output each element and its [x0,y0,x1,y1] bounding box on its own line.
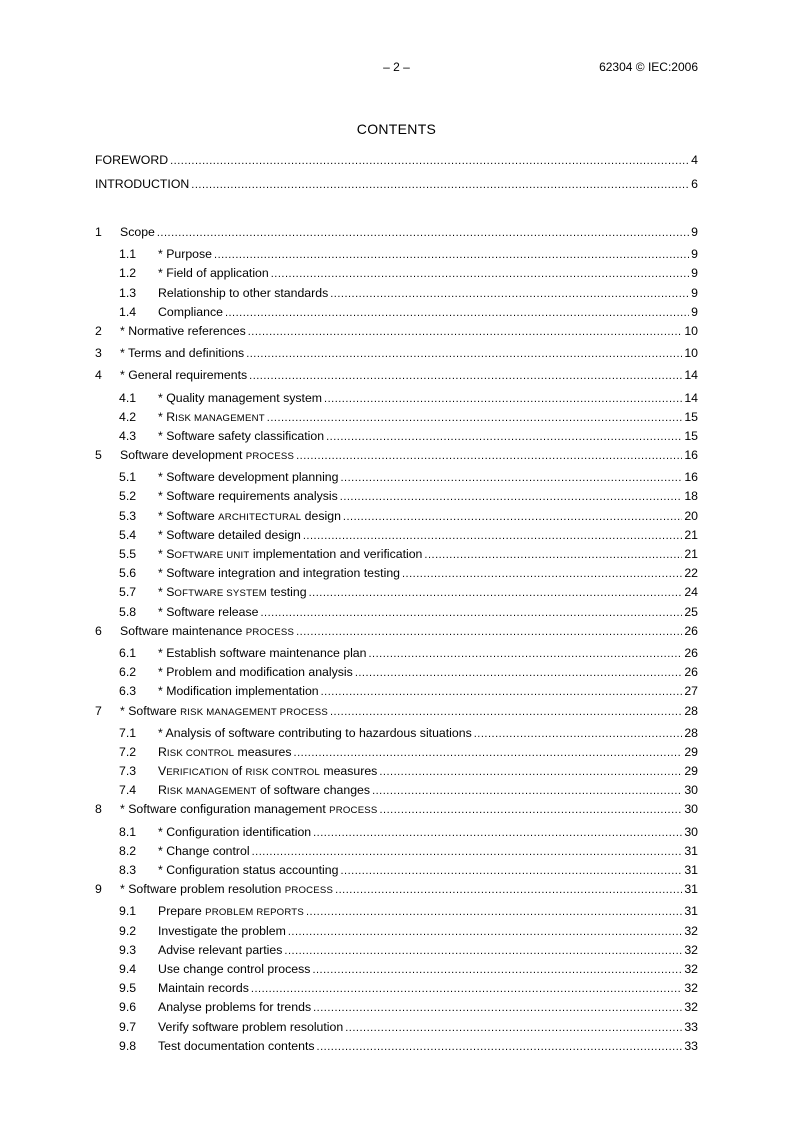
dot-leader [340,487,683,506]
toc-entry-page: 33 [684,1019,698,1034]
toc-entry-label: * SOFTWARE SYSTEM testing [158,585,307,600]
toc-entry-number: 4.3 [119,428,137,443]
toc-entry-page: 21 [684,527,698,542]
toc-entry-page: 29 [684,764,698,779]
toc-entry-page: 21 [684,547,698,561]
toc-entry-number: 2 [95,323,102,338]
toc-entry-page: 9 [691,304,698,319]
toc-subclause-entry[interactable] [95,781,698,800]
dot-leader [248,322,683,342]
toc-entry-page: 31 [684,863,698,877]
toc-clause-entry[interactable] [95,366,698,388]
toc-entry-label: * Field of application [158,266,269,281]
toc-entry-page: 28 [684,725,698,740]
toc-entry-label: * Software RISK MANAGEMENT PROCESS [120,703,328,718]
toc-entry-label: * Software problem resolution PROCESS [120,882,334,897]
toc-entry-label: FOREWORD [95,153,169,167]
toc-entry-label: * SOFTWARE UNIT implementation and verification [158,547,423,561]
toc-entry-label: * Quality management system [158,390,323,405]
toc-entry-page: 26 [684,623,698,638]
toc-entry-number: 1.4 [119,304,137,319]
toc-entry-number: 9 [95,882,102,897]
toc-subclause-entry[interactable] [95,861,698,880]
toc-entry-label: * Analysis of software contributing to hazardous situations [158,725,472,740]
toc-entry-page: 32 [684,981,698,996]
toc-subclause-entry[interactable] [95,526,698,545]
toc-entry-number: 5.7 [119,585,137,600]
toc-entry-label: Compliance [158,304,223,319]
toc-entry-number: 7.1 [119,725,137,740]
toc-subclause-entry[interactable] [95,583,698,602]
dot-leader [303,526,682,545]
toc-entry-label: Verify software problem resolution [158,1019,344,1034]
toc-entry-number: 7.4 [119,783,137,798]
toc-subclause-entry[interactable] [95,564,698,583]
toc-entry-label: * Software detailed design [158,527,301,542]
toc-entry-page: 15 [684,409,698,424]
toc-subclause-entry[interactable] [95,663,698,682]
toc-subclause-entry[interactable] [95,823,698,842]
toc-entry-number: 5.3 [119,508,137,523]
toc-entry-number: 9.3 [119,942,137,957]
dot-leader [246,344,682,364]
toc-entry-page: 22 [684,566,698,581]
toc-entry-page: 15 [684,428,698,443]
toc-entry-page: 18 [684,489,698,504]
toc-entry-number: 5.2 [119,489,137,504]
toc-entry-label: * Software ARCHITECTURAL design [158,508,341,523]
toc-entry-number: 7.2 [119,744,137,759]
toc-entry-number: 5.8 [119,604,137,619]
toc-entry-number: 5.1 [119,470,137,485]
toc-entry-page: 10 [684,346,698,361]
toc-entry-label: Use change control process [158,961,311,976]
toc-subclause-entry[interactable] [95,762,698,781]
dot-leader [330,702,682,722]
toc-entry-label: * Software integration and integration testing [158,566,400,581]
toc-entry-page: 30 [684,783,698,798]
dot-leader [306,902,682,921]
toc-subclause-entry[interactable] [95,284,698,303]
toc-entry-number: 6 [95,623,102,638]
toc-entry-label: Maintain records [158,981,249,996]
dot-leader [355,663,683,682]
dot-leader [249,366,682,386]
toc-clause-entry[interactable] [95,880,698,902]
toc-entry-label: * Establish software maintenance plan [158,645,367,660]
toc-entry-number: 5 [95,448,102,463]
dot-leader [225,303,689,322]
toc-entry-number: 1.1 [119,247,137,262]
dot-leader [424,545,682,564]
dot-leader [288,922,682,941]
dot-leader [312,960,682,979]
toc-entry-number: 5.6 [119,566,137,581]
toc-entry-page: 9 [691,266,698,281]
toc-entry-label: Investigate the problem [158,923,286,938]
dot-leader [402,564,682,583]
dot-leader [380,800,683,820]
toc-subclause-entry[interactable] [95,603,698,622]
dot-leader [214,245,689,264]
toc-entry-label: * Change control [158,843,250,858]
page-number: – 2 – [383,60,410,74]
toc-subclause-entry[interactable] [95,979,698,998]
toc-clause-entry[interactable] [95,800,698,822]
dot-leader [330,284,689,303]
toc-subclause-entry[interactable] [95,842,698,861]
toc-subclause-entry[interactable] [95,743,698,762]
toc-subclause-entry[interactable] [95,960,698,979]
dot-leader [313,823,682,842]
toc-entry-page: 10 [684,323,698,338]
dot-leader [267,408,683,427]
dot-leader [313,998,682,1017]
toc-entry-page: 14 [684,390,698,405]
toc-entry-label: * Problem and modification analysis [158,665,353,680]
toc-entry-label: * Terms and definitions [120,346,245,361]
toc-entry-page: 32 [684,1000,698,1015]
dot-leader [345,1018,682,1037]
toc-subclause-entry[interactable] [95,507,698,526]
toc-entry-number: 4 [95,368,102,383]
toc-clause-entry[interactable] [95,702,698,724]
toc-entry-number: 4.1 [119,390,137,405]
toc-entry-page: 20 [684,508,698,523]
toc-entry-page: 30 [684,802,698,817]
dot-leader [252,842,683,861]
dot-leader [260,603,682,622]
toc-entry-number: 8.1 [119,824,137,839]
toc-subclause-entry[interactable] [95,389,698,408]
toc-entry-page: 31 [684,882,698,897]
toc-entry-page: 33 [684,1038,698,1053]
toc-subclause-entry[interactable] [95,487,698,506]
toc-entry-page: 32 [684,942,698,957]
toc-subclause-entry[interactable] [95,468,698,487]
toc-subclause-entry[interactable] [95,998,698,1017]
toc-clause-entry[interactable] [95,223,698,245]
dot-leader [340,468,682,487]
toc-entry-number: 7.3 [119,764,137,779]
toc-subclause-entry[interactable] [95,1037,698,1056]
toc-entry-label: Prepare PROBLEM REPORTS [158,904,304,919]
dot-leader [321,682,683,701]
toc-entry-page: 28 [684,703,698,718]
toc-entry-label: * Software safety classification [158,428,325,443]
toc-clause-entry[interactable] [95,622,698,644]
toc-entry-label: * Software configuration management PROCESS [120,802,378,817]
dot-leader [326,427,682,446]
toc-entry-label: * Software development planning [158,470,339,485]
toc-subclause-entry[interactable] [95,545,698,564]
dot-leader [324,389,682,408]
table-of-contents [95,151,698,1056]
dot-leader [251,979,682,998]
dot-leader [343,507,682,526]
toc-entry-label: VERIFICATION of RISK CONTROL measures [158,764,378,779]
dot-leader [340,861,682,880]
dot-leader [170,151,689,171]
toc-subclause-entry[interactable] [95,1018,698,1037]
toc-entry-label: Scope [120,225,155,239]
toc-clause-entry[interactable] [95,446,698,468]
toc-subclause-entry[interactable] [95,941,698,960]
document-id: 62304 © IEC:2006 [599,60,698,74]
toc-subclause-entry[interactable] [95,644,698,663]
dot-leader [296,446,682,466]
toc-clause-entry[interactable] [95,322,698,344]
toc-entry-number: 1.2 [119,266,137,281]
toc-entry-number: 1.3 [119,285,137,300]
toc-entry-number: 8 [95,802,102,817]
toc-entry-label: Software maintenance PROCESS [120,623,295,638]
toc-entry-number: 9.8 [119,1038,137,1053]
toc-entry-number: 9.1 [119,904,137,919]
toc-entry-label: * Normative references [120,323,246,338]
toc-entry-number: 6.3 [119,684,137,699]
toc-entry-label: * Software requirements analysis [158,489,338,504]
toc-subclause-entry[interactable] [95,245,698,264]
toc-entry-number: 9.7 [119,1019,137,1034]
toc-entry-label: * RISK MANAGEMENT [158,409,265,424]
dot-leader [294,743,683,762]
toc-entry-page: 31 [684,843,698,858]
toc-entry-page: 26 [684,665,698,680]
toc-entry-label: Advise relevant parties [158,942,283,957]
dot-leader [474,724,683,743]
toc-entry-page: 9 [691,285,698,300]
toc-title: CONTENTS [356,121,437,137]
toc-entry-number: 9.4 [119,961,137,976]
toc-entry-number: 6.2 [119,665,137,680]
toc-subclause-entry[interactable] [95,427,698,446]
toc-entry-label: Test documentation contents [158,1038,315,1053]
toc-entry-page: 25 [684,604,698,619]
toc-subclause-entry[interactable] [95,682,698,701]
dot-leader [335,880,682,900]
toc-entry-page: 31 [684,904,698,919]
toc-entry-number: 9.5 [119,981,137,996]
dot-leader [379,762,682,781]
toc-entry-label: * General requirements [120,368,248,383]
toc-entry-number: 9.2 [119,923,137,938]
toc-entry-page: 16 [684,470,698,485]
toc-entry-page: 30 [684,824,698,839]
dot-leader [368,644,682,663]
toc-entry-page: 24 [684,585,698,600]
toc-entry-label: Relationship to other standards [158,285,329,300]
toc-entry-label: INTRODUCTION [95,177,190,191]
toc-entry-label: * Configuration identification [158,824,312,839]
toc-entry-page: 9 [691,225,698,239]
toc-entry-page: 16 [684,448,698,463]
toc-entry-number: 5.4 [119,527,137,542]
toc-clause-entry[interactable] [95,344,698,366]
toc-entry-number: 8.3 [119,863,137,877]
toc-entry-label: RISK MANAGEMENT of software changes [158,783,371,798]
toc-entry-number: 3 [95,346,102,361]
toc-entry-label: Analyse problems for trends [158,1000,312,1015]
toc-entry-number: 7 [95,703,102,718]
dot-leader [296,622,682,642]
dot-leader [317,1037,683,1056]
toc-entry-number: 1 [95,225,102,239]
dot-leader [309,583,683,602]
toc-entry-page: 32 [684,961,698,976]
toc-entry-number: 5.5 [119,547,137,561]
toc-entry-label: * Configuration status accounting [158,863,339,877]
toc-front-matter-entry[interactable] [95,151,698,175]
dot-leader [372,781,682,800]
toc-entry-page: 29 [684,744,698,759]
toc-entry-label: * Modification implementation [158,684,319,699]
toc-entry-page: 4 [691,153,698,167]
toc-entry-number: 4.2 [119,409,137,424]
toc-subclause-entry[interactable] [95,902,698,921]
toc-entry-page: 14 [684,368,698,383]
dot-leader [271,264,689,283]
toc-gap [95,199,698,223]
toc-entry-label: * Software release [158,604,259,619]
dot-leader [157,223,689,243]
toc-front-matter-entry[interactable] [95,175,698,199]
toc-entry-number: 9.6 [119,1000,137,1015]
toc-entry-page: 32 [684,923,698,938]
toc-entry-number: 8.2 [119,843,137,858]
dot-leader [284,941,682,960]
toc-subclause-entry[interactable] [95,724,698,743]
toc-entry-page: 26 [684,645,698,660]
toc-entry-label: * Purpose [158,247,213,262]
toc-entry-label: RISK CONTROL measures [158,744,292,759]
toc-entry-label: Software development PROCESS [120,448,295,463]
toc-subclause-entry[interactable] [95,922,698,941]
toc-entry-page: 6 [691,177,698,191]
toc-subclause-entry[interactable] [95,303,698,322]
dot-leader [191,175,689,195]
toc-entry-page: 9 [691,247,698,262]
toc-entry-page: 27 [684,684,698,699]
toc-subclause-entry[interactable] [95,264,698,283]
toc-entry-number: 6.1 [119,645,137,660]
toc-subclause-entry[interactable] [95,408,698,427]
